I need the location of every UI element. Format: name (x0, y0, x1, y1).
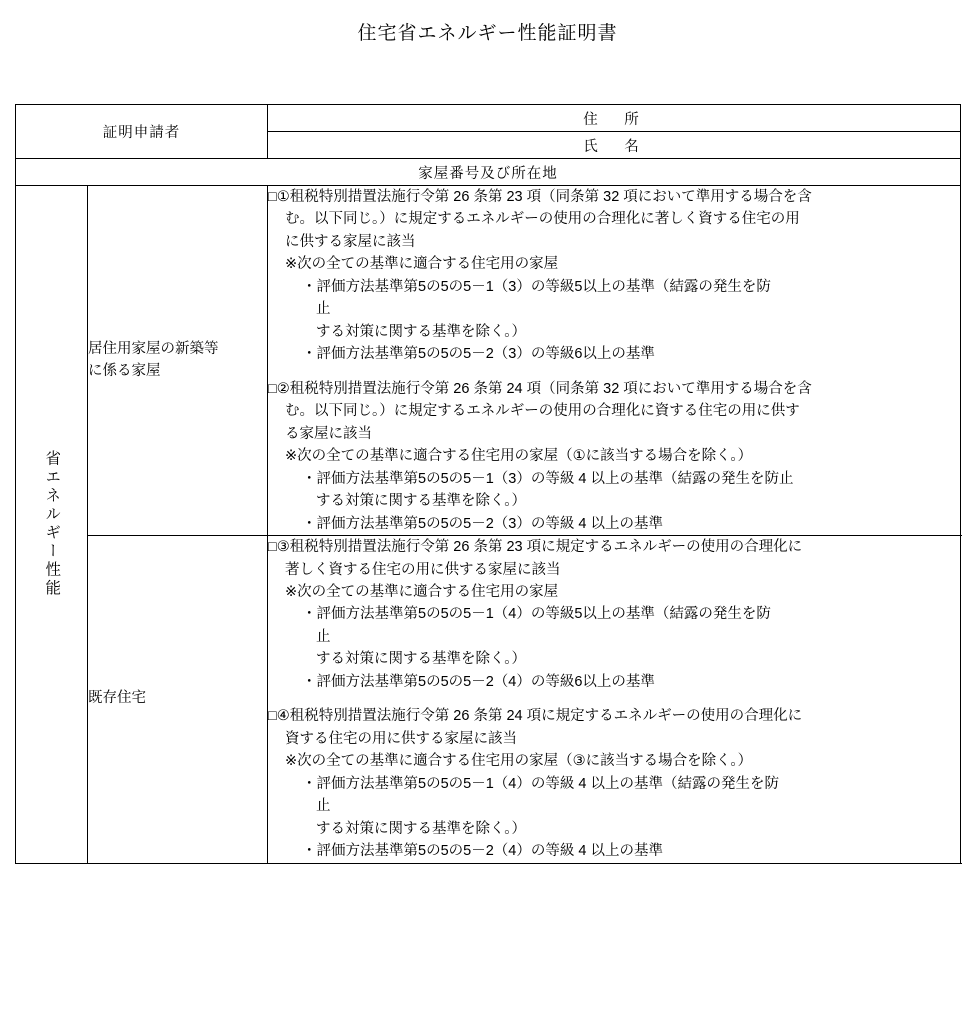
criteria-line: 止 (316, 301, 331, 318)
criteria-line: ※次の全ての基準に適合する住宅用の家屋（③に該当する場合を除く。） (285, 753, 753, 770)
criteria-line: に供する家屋に該当 (285, 233, 416, 250)
criteria-list-new-construction (268, 186, 960, 535)
name-label-cell: 氏 名 (268, 132, 961, 159)
criteria-line: ・評価方法基準第5の5の5－2（4）の等級 4 以上の基準 (302, 843, 663, 860)
criteria-line: する対策に関する基準を除く。） (316, 820, 526, 837)
criteria-line: 著しく資する住宅の用に供する家屋に該当 (285, 561, 561, 578)
criteria-line: する対策に関する基準を除く。） (316, 323, 526, 340)
content-cell-new-construction (268, 186, 961, 536)
criteria-line: む。以下同じ。）に規定するエネルギーの使用の合理化に著しく資する住宅の用 (285, 211, 800, 228)
category-label-new-construction (88, 339, 267, 383)
criteria-line: ※次の全ての基準に適合する住宅用の家屋（①に該当する場合を除く。） (285, 448, 753, 465)
criteria-line: ・評価方法基準第5の5の5－2（4）の等級6以上の基準 (302, 673, 655, 690)
criteria-heading-line: □③租税特別措置法施行令第 26 条第 23 項に規定するエネルギーの使用の合理化に (268, 539, 803, 556)
criteria-line: ・評価方法基準第5の5の5－1（3）の等級 4 以上の基準（結露の発生を防止 (302, 470, 794, 487)
table-row-section-new-construction (16, 186, 961, 536)
criteria-item[interactable] (268, 536, 960, 693)
category-line: 居住用家屋の新築等 (88, 340, 219, 357)
criteria-heading-line: □④租税特別措置法施行令第 26 条第 24 項に規定するエネルギーの使用の合理化に (268, 708, 803, 725)
criteria-item[interactable] (268, 186, 960, 366)
criteria-line: む。以下同じ。）に規定するエネルギーの使用の合理化に資する住宅の用に供す (285, 403, 800, 420)
table-row-house-number (16, 159, 961, 186)
side-label-text: 省エネルギー性能 (43, 450, 61, 599)
category-label-existing (88, 688, 267, 710)
side-label-cell (16, 186, 88, 864)
certificate-table (15, 104, 961, 864)
criteria-line: ※次の全ての基準に適合する住宅用の家屋 (285, 583, 559, 600)
category-line: に係る家屋 (88, 362, 161, 379)
criteria-line: る家屋に該当 (285, 425, 372, 442)
criteria-line: 止 (316, 798, 331, 815)
criteria-line: ※次の全ての基準に適合する住宅用の家屋 (285, 256, 559, 273)
criteria-line: ・評価方法基準第5の5の5－1（4）の等級 4 以上の基準（結露の発生を防 (302, 775, 779, 792)
criteria-line: ・評価方法基準第5の5の5－2（3）の等級6以上の基準 (302, 346, 655, 363)
criteria-heading-line: □①租税特別措置法施行令第 26 条第 23 項（同条第 32 項において準用する場合を含 (268, 189, 812, 205)
criteria-line: ・評価方法基準第5の5の5－1（3）の等級5以上の基準（結露の発生を防 (302, 278, 771, 295)
criteria-line: する対策に関する基準を除く。） (316, 493, 526, 510)
criteria-line: ・評価方法基準第5の5の5－1（4）の等級5以上の基準（結露の発生を防 (302, 606, 771, 623)
criteria-item[interactable] (268, 378, 960, 535)
criteria-list-existing (268, 536, 960, 863)
criteria-line: 資する住宅の用に供する家屋に該当 (285, 730, 517, 747)
criteria-item[interactable] (268, 705, 960, 862)
category-cell-existing (88, 536, 268, 864)
criteria-line: ・評価方法基準第5の5の5－2（3）の等級 4 以上の基準 (302, 515, 663, 532)
page-title: 住宅省エネルギー性能証明書 (357, 23, 618, 44)
category-cell-new-construction (88, 186, 268, 536)
certificate-table-wrapper (15, 104, 960, 864)
address-label-cell: 住 所 (268, 105, 961, 132)
criteria-heading-line: □②租税特別措置法施行令第 26 条第 24 項（同条第 32 項において準用する場合を含 (268, 380, 812, 397)
category-line: 既存住宅 (88, 690, 146, 707)
table-row-applicant-address (16, 105, 961, 132)
criteria-line: 止 (316, 628, 331, 645)
table-row-section-existing (16, 536, 961, 864)
house-number-label-cell: 家屋番号及び所在地 (16, 159, 961, 186)
applicant-label-cell: 証明申請者 (16, 105, 268, 159)
criteria-line: する対策に関する基準を除く。） (316, 651, 526, 668)
content-cell-existing (268, 536, 961, 864)
